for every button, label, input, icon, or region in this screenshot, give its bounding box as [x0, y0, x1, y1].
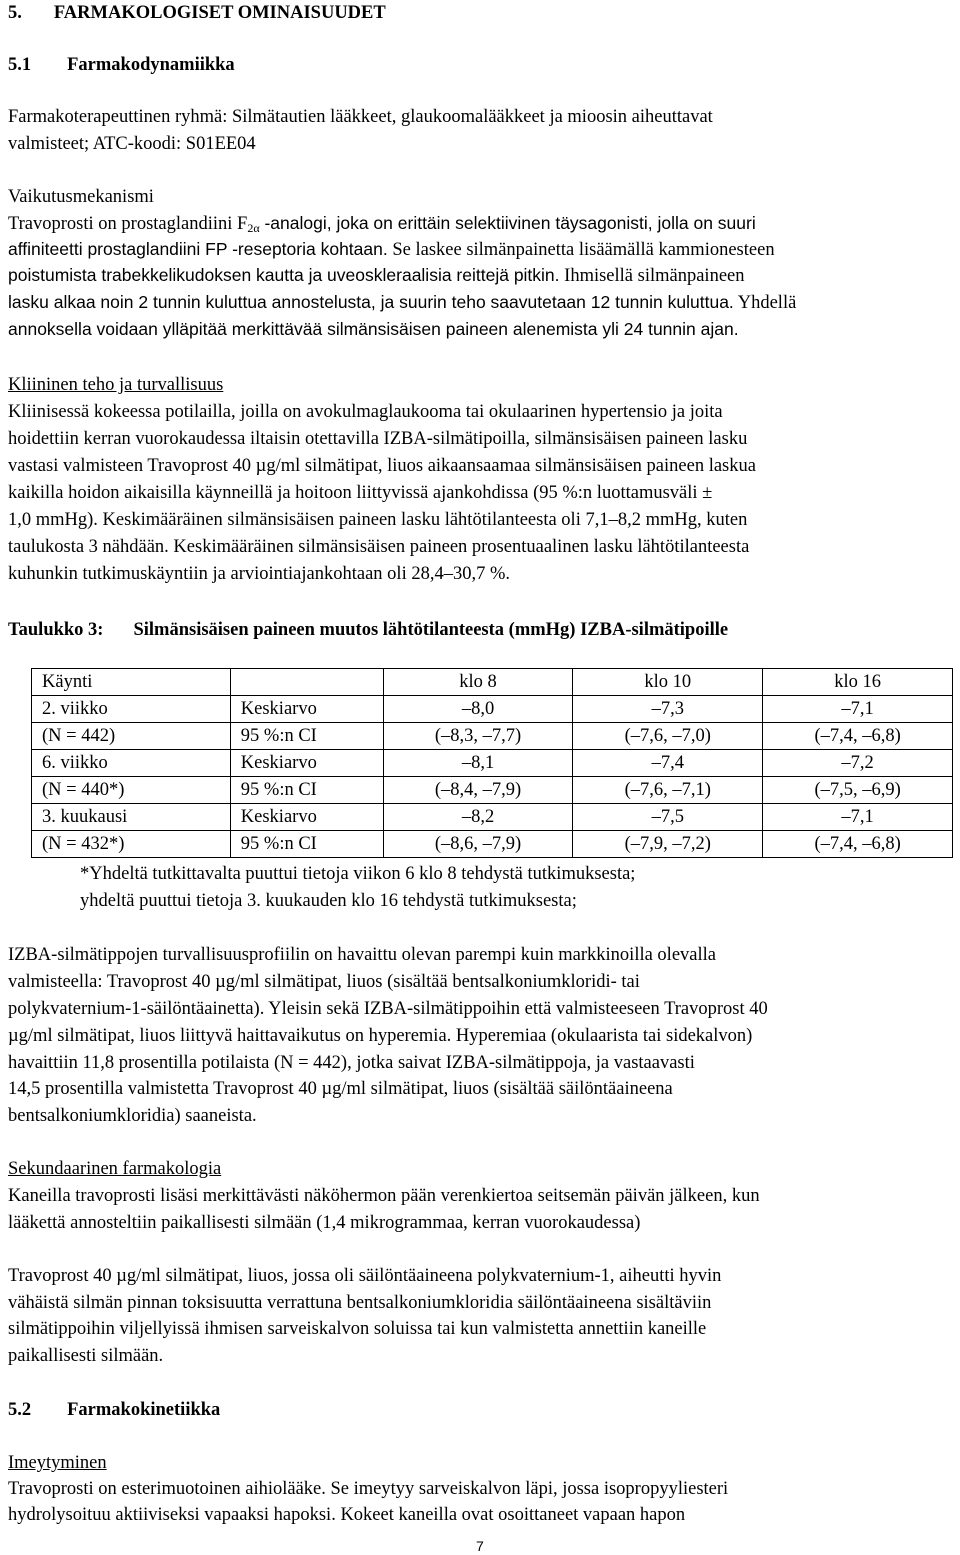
section-number: 5. — [8, 3, 22, 23]
section-number: 5.2 — [8, 1400, 32, 1420]
clinical-line: kuhunkin tutkimuskäyntiin ja arviointiajankohtaan oli 28,4–30,7 %. — [8, 564, 511, 584]
table-cell: –7,1 — [763, 696, 953, 723]
safety-line: µg/ml silmätipat, liuos liittyvä haittavaikutus on hyperemia. Hyperemiaa (okulaarista tai sidekalvon) — [8, 1026, 753, 1046]
table-cell: (–7,4, –6,8) — [763, 723, 953, 750]
therapeutic-group-line: valmisteet; ATC-koodi: S01EE04 — [8, 134, 256, 154]
clinical-line: 1,0 mmHg). Keskimääräinen silmänsisäisen paineen lasku lähtötilanteesta oli 7,1–8,2 mmHg, kuten — [8, 510, 748, 530]
table-cell: (N = 442) — [32, 723, 231, 750]
table-cell: 95 %:n CI — [230, 777, 383, 804]
secondary-line: silmätippoihin viljellyissä ihmisen sarveiskalvon soluissa tai kun valmistetta annettiin kaneille — [8, 1319, 707, 1339]
therapeutic-group-line: Farmakoterapeuttinen ryhmä: Silmätautien lääkkeet, glaukoomalääkkeet ja mioosin aiheuttavat — [8, 107, 713, 127]
table-cell: (N = 440*) — [32, 777, 231, 804]
table-row — [32, 696, 953, 723]
table-3 — [31, 668, 953, 858]
table-title: Silmänsisäisen paineen muutos lähtötilanteesta (mmHg) IZBA-silmätipoille — [133, 620, 729, 640]
section-heading-5-1 — [8, 52, 954, 78]
safety-line: 14,5 prosentilla valmistetta Travoprost 40 µg/ml silmätipat, liuos (sisältää säilöntäaineena — [8, 1079, 673, 1099]
table-cell: –8,2 — [383, 804, 573, 831]
text-run: Travoprosti on prostaglandiini F — [8, 214, 248, 234]
table-cell: 95 %:n CI — [230, 723, 383, 750]
clinical-line: Kliinisessä kokeessa potilailla, joilla on avokulmaglaukooma tai okulaarinen hypertensio ja joita — [8, 402, 723, 422]
secondary-line: lääkettä annosteltiin paikallisesti silmään (1,4 mikrogrammaa, kerran vuorokaudessa) — [8, 1213, 641, 1233]
table-label: Taulukko 3: — [8, 620, 104, 640]
secondary-heading: Sekundaarinen farmakologia — [8, 1159, 222, 1179]
table-cell: Keskiarvo — [230, 696, 383, 723]
section-title: Farmakodynamiikka — [67, 55, 235, 75]
safety-line: havaittiin 11,8 prosentilla potilaista (N = 442), jotka saivat IZBA-silmätippoja, ja vastaavasti — [8, 1053, 695, 1073]
absorption-line: hydrolysoituu aktiiviseksi vapaaksi hapoksi. Kokeet kaneilla ovat osoittaneet vapaan hapon — [8, 1505, 686, 1525]
mechanism-line — [8, 236, 954, 263]
table-row — [32, 804, 953, 831]
table-header-cell — [230, 669, 383, 696]
clinical-line: kaikilla hoidon aikaisilla käynneillä ja hoitoon liittyvissä ajankohdissa (95 %:n luottamusväli ± — [8, 483, 713, 503]
section-heading-5 — [8, 0, 954, 26]
table-footnote: yhdeltä puuttui tietoja 3. kuukauden klo 16 tehdystä tutkimuksesta; — [80, 891, 577, 911]
table-cell: –7,2 — [763, 750, 953, 777]
clinical-line: taulukosta 3 nähdään. Keskimääräinen silmänsisäisen paineen prosentuaalinen lasku lähtötilanteesta — [8, 537, 750, 557]
absorption-heading: Imeytyminen — [8, 1453, 107, 1473]
text-run: Yhdellä — [733, 293, 797, 313]
safety-line: polykvaternium-1-säilöntäainetta). Yleisin sekä IZBA-silmätippoihin että valmisteeseen Travoprost 40 — [8, 999, 768, 1019]
table-row — [32, 831, 953, 858]
safety-line: bentsalkoniumkloridia) saaneista. — [8, 1106, 257, 1126]
table-footnote: *Yhdeltä tutkittavalta puuttui tietoja viikon 6 klo 8 tehdystä tutkimuksesta; — [80, 864, 636, 884]
text-run: poistumista trabekkelikudoksen kautta ja uveoskleraalisia reittejä pitkin. — [8, 265, 560, 285]
clinical-line: vastasi valmisteen Travoprost 40 µg/ml silmätipat, liuos aikaansaamaa silmänsisäisen paineen laskua — [8, 456, 756, 476]
mechanism-line: annoksella voidaan ylläpitää merkittävää silmänsisäisen paineen alenemista yli 24 tunnin ajan. — [8, 319, 739, 339]
table-row — [32, 750, 953, 777]
safety-line: valmisteella: Travoprost 40 µg/ml silmätipat, liuos (sisältää bentsalkoniumkloridi- tai — [8, 972, 640, 992]
absorption-line: Travoprosti on esterimuotoinen aihiolääke. Se imeytyy sarveiskalvon läpi, jossa isopropyyliesteri — [8, 1479, 729, 1499]
table-row — [32, 777, 953, 804]
table-cell: 95 %:n CI — [230, 831, 383, 858]
section-heading-5-2 — [8, 1397, 954, 1423]
secondary-line: Kaneilla travoprosti lisäsi merkittävästi näköhermon pään verenkiertoa seitsemän päivän jälkeen, kun — [8, 1186, 760, 1206]
subscript: 2α — [247, 221, 260, 235]
table-cell: –7,1 — [763, 804, 953, 831]
table-cell: (–7,5, –6,9) — [763, 777, 953, 804]
table-cell: Keskiarvo — [230, 750, 383, 777]
text-run: Se laskee silmänpainetta lisäämällä kammionesteen — [387, 240, 775, 260]
table-cell: (–8,6, –7,9) — [383, 831, 573, 858]
table-cell: Keskiarvo — [230, 804, 383, 831]
table-cell: –8,1 — [383, 750, 573, 777]
clinical-heading: Kliininen teho ja turvallisuus — [8, 375, 224, 395]
mechanism-heading: Vaikutusmekanismi — [8, 187, 154, 207]
table-header-row — [32, 669, 953, 696]
table-cell: 3. kuukausi — [32, 804, 231, 831]
table-cell: 2. viikko — [32, 696, 231, 723]
table-cell: –7,3 — [573, 696, 763, 723]
secondary-line: Travoprost 40 µg/ml silmätipat, liuos, jossa oli säilöntäaineena polykvaternium-1, aiheutti hyvin — [8, 1266, 722, 1286]
clinical-line: hoidettiin kerran vuorokaudessa iltaisin otettavilla IZBA-silmätipoilla, silmänsisäisen paineen lasku — [8, 429, 748, 449]
table-cell: 6. viikko — [32, 750, 231, 777]
mechanism-line — [8, 262, 954, 289]
table-caption — [8, 617, 954, 643]
mechanism-line — [8, 289, 954, 316]
table-header-cell: Käynti — [32, 669, 231, 696]
table-cell: (–7,9, –7,2) — [573, 831, 763, 858]
table-cell: (N = 432*) — [32, 831, 231, 858]
table-header-cell: klo 8 — [383, 669, 573, 696]
section-number: 5.1 — [8, 55, 32, 75]
table-row — [32, 723, 953, 750]
table-cell: (–8,4, –7,9) — [383, 777, 573, 804]
safety-line: IZBA-silmätippojen turvallisuusprofiilin on havaittu olevan parempi kuin markkinoilla olevalla — [8, 945, 716, 965]
text-run: -analogi, joka on erittäin selektiivinen täysagonisti, jolla on suuri — [259, 213, 756, 233]
section-title: Farmakokinetiikka — [67, 1400, 221, 1420]
table-cell: –8,0 — [383, 696, 573, 723]
text-run: lasku alkaa noin 2 tunnin kuluttua annostelusta, ja suurin teho saavutetaan 12 tunnin kuluttua. — [8, 292, 734, 312]
table-header-cell: klo 16 — [763, 669, 953, 696]
secondary-line: paikallisesti silmään. — [8, 1346, 164, 1366]
table-cell: (–8,3, –7,7) — [383, 723, 573, 750]
table-header-cell: klo 10 — [573, 669, 763, 696]
table-cell: –7,4 — [573, 750, 763, 777]
section-title: FARMAKOLOGISET OMINAISUUDET — [53, 3, 386, 23]
table-cell: (–7,6, –7,0) — [573, 723, 763, 750]
page-number: 7 — [476, 1538, 484, 1554]
text-run: affiniteetti prostaglandiini FP -reseptoria kohtaan. — [8, 239, 388, 259]
table-cell: –7,5 — [573, 804, 763, 831]
secondary-line: vähäistä silmän pinnan toksisuutta verrattuna bentsalkoniumkloridia säilöntäaineena sisältäviin — [8, 1293, 712, 1313]
table-cell: (–7,4, –6,8) — [763, 831, 953, 858]
text-run: Ihmisellä silmänpaineen — [559, 266, 745, 286]
table-cell: (–7,6, –7,1) — [573, 777, 763, 804]
mechanism-line — [8, 210, 954, 237]
